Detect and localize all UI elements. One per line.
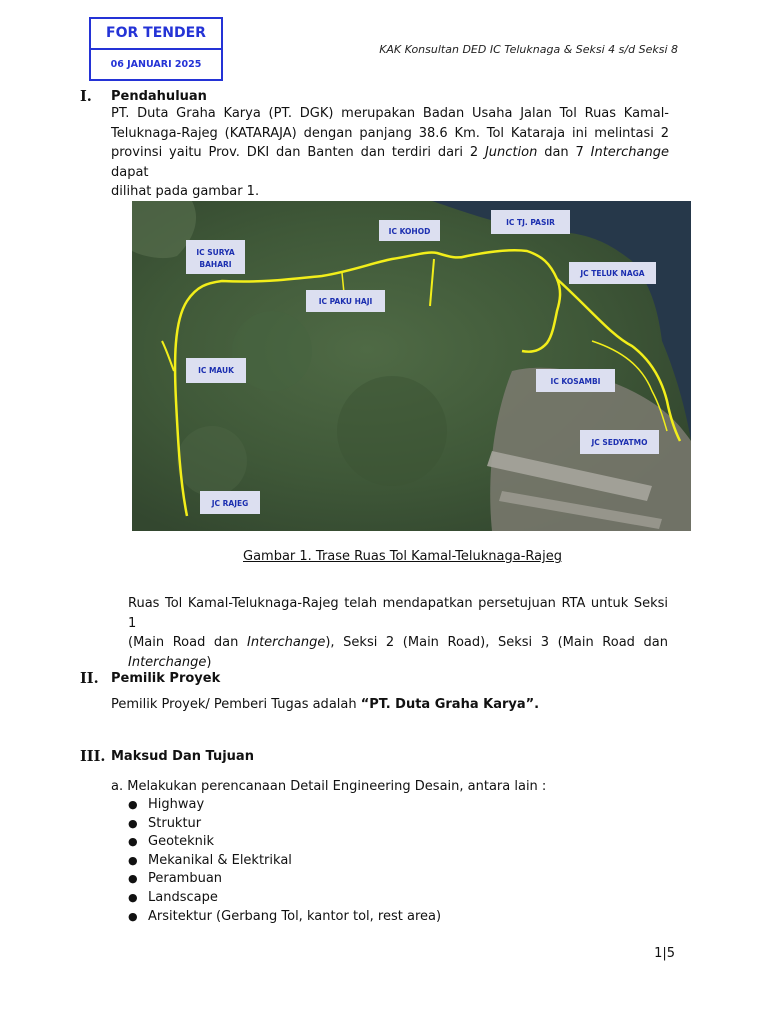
field-texture bbox=[177, 426, 247, 496]
section-1-title: Pendahuluan bbox=[111, 89, 207, 104]
map-label-text: JC SEDYATMO bbox=[591, 438, 648, 447]
section-3-item-a: a. Melakukan perencanaan Detail Engineering Desain, antara lain : bbox=[111, 779, 547, 794]
map-label-rajeg bbox=[200, 491, 260, 514]
list-item bbox=[128, 889, 441, 908]
list-item bbox=[128, 870, 441, 889]
bullet-icon: ● bbox=[128, 890, 138, 904]
intro-text: provinsi yaitu Prov. DKI dan Banten dan terdiri dari 2 bbox=[111, 145, 485, 160]
map-label-text: IC PAKU HAJI bbox=[318, 297, 373, 306]
intro-italic-interchange: Interchange bbox=[590, 145, 669, 160]
figure-caption: Gambar 1. Trase Ruas Tol Kamal-Teluknaga-Rajeg bbox=[243, 549, 562, 564]
list-item-text: Landscape bbox=[148, 889, 218, 905]
stamp-title: FOR TENDER bbox=[91, 19, 221, 50]
bullet-icon: ● bbox=[128, 872, 138, 886]
map-label-tj-pasir bbox=[491, 210, 570, 234]
page-number: 1|5 bbox=[654, 946, 675, 961]
list-item bbox=[128, 815, 441, 834]
intro-line bbox=[111, 143, 669, 182]
map-label-text: IC SURYA bbox=[196, 248, 235, 257]
section-3-title: Maksud Dan Tujuan bbox=[111, 749, 254, 764]
bullet-icon: ● bbox=[128, 816, 138, 830]
rta-text: (Main Road dan bbox=[128, 635, 247, 650]
rta-text: ) bbox=[206, 654, 212, 670]
route-map-figure bbox=[132, 201, 691, 531]
map-label-kosambi bbox=[536, 369, 615, 392]
scope-bullet-list bbox=[128, 796, 441, 926]
map-label-text: IC KOSAMBI bbox=[550, 377, 601, 386]
intro-text: dan 7 bbox=[537, 145, 591, 160]
field-texture bbox=[337, 376, 447, 486]
map-label-text: JC TELUK NAGA bbox=[580, 269, 645, 278]
list-item-text: Geoteknik bbox=[148, 834, 215, 850]
section-2-title: Pemilik Proyek bbox=[111, 671, 221, 686]
map-label-text: IC MAUK bbox=[198, 366, 234, 375]
list-item-text: Struktur bbox=[148, 815, 202, 831]
map-label-text: IC TJ. PASIR bbox=[506, 218, 555, 227]
owner-text: Pemilik Proyek/ Pemberi Tugas adalah bbox=[111, 697, 361, 712]
map-label-sedyatmo bbox=[580, 430, 659, 454]
map-label-text: IC KOHOD bbox=[388, 227, 431, 236]
tender-stamp bbox=[89, 17, 223, 81]
bullet-icon: ● bbox=[128, 798, 138, 811]
section-3-number: III. bbox=[80, 748, 106, 765]
intro-text: dapat bbox=[111, 164, 149, 180]
bullet-icon: ● bbox=[128, 835, 138, 849]
section-2-number: II. bbox=[80, 670, 99, 687]
list-item-text: Mekanikal & Elektrikal bbox=[148, 852, 292, 868]
rta-italic-interchange: Interchange bbox=[247, 635, 326, 650]
bullet-icon: ● bbox=[128, 853, 138, 867]
intro-line: dilihat pada gambar 1. bbox=[111, 184, 260, 199]
map-label-teluk-naga bbox=[569, 262, 656, 284]
map-label-text: BAHARI bbox=[199, 260, 232, 269]
rta-line bbox=[128, 653, 668, 673]
list-item bbox=[128, 852, 441, 871]
owner-paragraph bbox=[111, 695, 671, 715]
list-item bbox=[128, 908, 441, 927]
list-item bbox=[128, 833, 441, 852]
rta-paragraph bbox=[128, 594, 668, 672]
list-item-text: Perambuan bbox=[148, 871, 223, 887]
rta-line: Ruas Tol Kamal-Teluknaga-Rajeg telah mendapatkan persetujuan RTA untuk Seksi 1 bbox=[128, 596, 668, 631]
map-label-text: JC RAJEG bbox=[211, 499, 249, 508]
intro-italic-junction: Junction bbox=[484, 145, 538, 160]
list-item-text: Arsitektur (Gerbang Tol, kantor tol, rest area) bbox=[148, 908, 442, 924]
map-label-kohod bbox=[379, 220, 440, 241]
map-label-surya-bahari bbox=[186, 240, 245, 274]
list-item bbox=[128, 796, 441, 815]
rta-text: ), Seksi 2 (Main Road), Seksi 3 (Main Road dan bbox=[325, 635, 668, 650]
list-item-text: Highway bbox=[148, 797, 205, 812]
section-1-number: I. bbox=[80, 88, 92, 105]
rta-line bbox=[128, 633, 668, 653]
stamp-date: 06 JANUARI 2025 bbox=[110, 59, 202, 70]
intro-line: Teluknaga-Rajeg (KATARAJA) dengan panjang 38.6 Km. Tol Kataraja ini melintasi 2 bbox=[111, 125, 669, 141]
map-label-paku-haji bbox=[306, 290, 385, 312]
bullet-icon: ● bbox=[128, 909, 138, 923]
owner-name: “PT. Duta Graha Karya”. bbox=[360, 697, 540, 712]
intro-line: PT. Duta Graha Karya (PT. DGK) merupakan Badan Usaha Jalan Tol Ruas Kamal- bbox=[111, 106, 669, 121]
intro-paragraph bbox=[111, 104, 669, 202]
document-header-title: KAK Konsultan DED IC Teluknaga & Seksi 4 s/d Seksi 8 bbox=[379, 43, 678, 56]
rta-italic-interchange: Interchange bbox=[128, 654, 207, 670]
map-label-mauk bbox=[186, 358, 246, 383]
